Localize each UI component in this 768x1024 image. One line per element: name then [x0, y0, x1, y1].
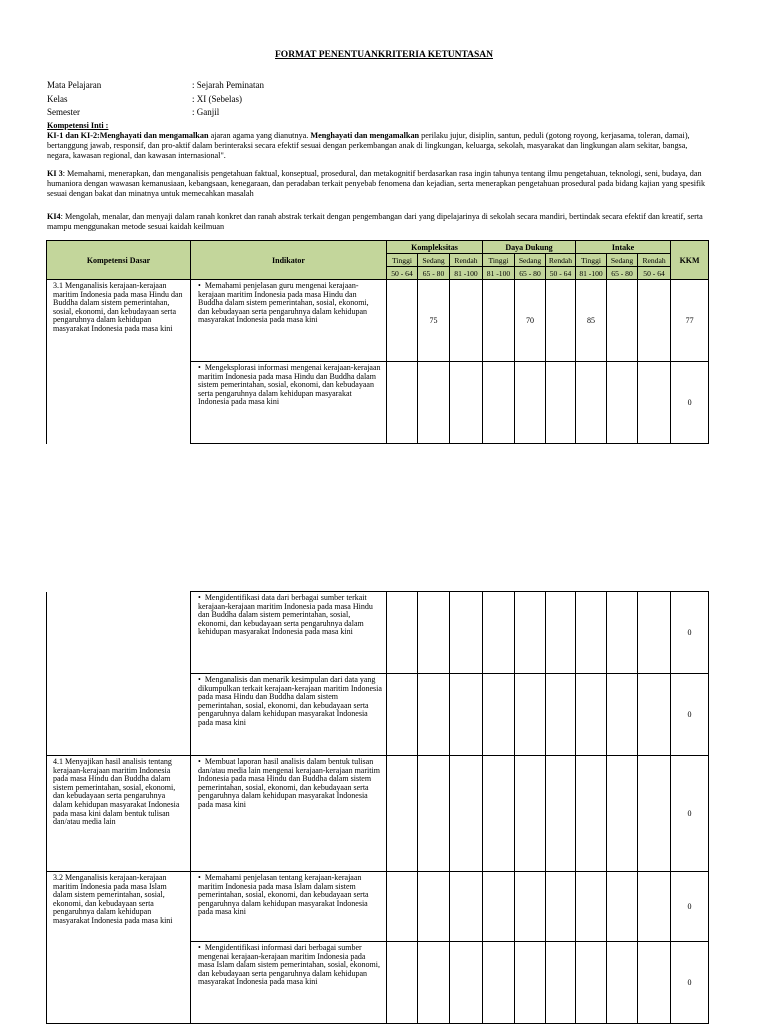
table-row	[47, 674, 709, 756]
header-range: 50 - 64	[546, 267, 576, 280]
kd-cell: 3.1 Menganalisis kerajaan-kerajaan maritim Indonesia pada masa Hindu dan Buddha dalam sistem pemerintahan, sosial, ekonomi, dan kebudayaan serta pengaruhnya dalam kehidupan masyarakat Indonesia pada masa kini	[47, 280, 191, 362]
score-cell	[638, 362, 671, 444]
meta-value: : Ganjil	[192, 107, 220, 117]
header-range: 50 - 64	[387, 267, 418, 280]
score-cell	[607, 280, 638, 362]
header-kompetensi-dasar: Kompetensi Dasar	[47, 241, 191, 280]
ki12-text-1: ajaran agama yang dianutnya.	[208, 131, 311, 140]
indikator-text: Memahami penjelasan guru mengenai kerajaan-kerajaan maritim Indonesia pada masa Hindu dan Buddha dalam sistem pemerintahan, sosial, ekonomi, dan kebudayaan serta pengaruhnya dalam kehidupan masyarakat Indonesia pada masa kini	[198, 281, 369, 325]
score-cell	[576, 362, 607, 444]
indikator-cell: • Memahami penjelasan tentang kerajaan-kerajaan maritim Indonesia pada masa Islam dalam sistem pemerintahan, sosial, ekonomi, dan kebudayaan serta pengaruhnya dalam kehidupan masyarakat Indonesia pada masa kini	[191, 872, 387, 942]
indikator-text: Menganalisis dan menarik kesimpulan dari data yang dikumpulkan terkait kerajaan-kerajaan maritim Indonesia pada masa Hindu dan Buddha dalam sistem pemerintahan, sosial, ekonomi, dan kebudayaan serta pengaruhnya dalam kehidupan masyarakat Indonesia pada masa kini	[198, 675, 382, 727]
ki12-bold-1: Menghayati dan mengamalkan	[99, 131, 209, 140]
kkm-value: 0	[671, 592, 709, 674]
ki12-paragraph	[47, 131, 707, 161]
indikator-text: Membuat laporan hasil analisis dalam bentuk tulisan dan/atau media lain mengenai kerajaan-kerajaan maritim Indonesia pada masa Hindu dan Buddha dalam sistem pemerintahan, sosial, ekonomi, dan kebudayaan serta pengaruhnya dalam kehidupan masyarakat Indonesia pada masa kini	[198, 757, 380, 809]
ki-heading	[47, 121, 707, 131]
header-sub: Rendah	[638, 254, 671, 267]
header-sub: Sedang	[607, 254, 638, 267]
kd-cell	[47, 674, 191, 756]
score-cell	[450, 280, 483, 362]
header-sub: Rendah	[546, 254, 576, 267]
kd-cell	[47, 592, 191, 674]
score-cell	[607, 362, 638, 444]
header-sub: Tinggi	[483, 254, 515, 267]
header-range: 81 -100	[450, 267, 483, 280]
kkm-value: 0	[671, 674, 709, 756]
table-row	[47, 362, 709, 444]
score-cell: 75	[418, 280, 450, 362]
header-range: 81 -100	[576, 267, 607, 280]
header-sub: Sedang	[418, 254, 450, 267]
header-kompleksitas: Kompleksitas	[387, 241, 483, 254]
header-daya-dukung: Daya Dukung	[483, 241, 576, 254]
ki3-label: KI 3	[47, 169, 63, 178]
ki12-bold-2: Menghayati dan mengamalkan	[310, 131, 420, 140]
kkm-value: 0	[671, 756, 709, 872]
score-cell	[546, 362, 576, 444]
ki12-label: KI-1 dan KI-2:	[47, 131, 100, 140]
meta-value: : Sejarah Peminatan	[192, 80, 264, 90]
header-intake: Intake	[576, 241, 671, 254]
meta-label: Mata Pelajaran	[47, 80, 102, 90]
score-cell	[450, 362, 483, 444]
header-range: 81 -100	[483, 267, 515, 280]
score-cell	[546, 280, 576, 362]
score-cell	[387, 280, 418, 362]
header-range: 65 - 80	[515, 267, 546, 280]
kkm-value: 0	[671, 362, 709, 444]
meta-value: : XI (Sebelas)	[192, 94, 242, 104]
meta-semester	[47, 107, 219, 117]
document-title: FORMAT PENENTUANKRITERIA KETUNTASAN	[275, 50, 493, 60]
indikator-text: Mengeksplorasi informasi mengenai kerajaan-kerajaan maritim Indonesia pada masa Hindu dan Buddha dalam sistem pemerintahan, sosial, ekonomi, dan kebudayaan serta pengaruhnya dalam kehidupan masyarakat Indonesia pada masa kini	[198, 363, 381, 407]
score-cell	[483, 362, 515, 444]
indikator-text: Mengidentifikasi data dari berbagai sumber terkait kerajaan-kerajaan maritim Indonesia pada masa Hindu dan Buddha dalam sistem pemerintahan, sosial, ekonomi, dan kebudayaan serta pengaruhnya dalam kehidupan masyarakat Indonesia pada masa kini	[198, 593, 373, 637]
header-range: 50 - 64	[638, 267, 671, 280]
score-cell	[483, 280, 515, 362]
header-range: 65 - 80	[418, 267, 450, 280]
ki4-paragraph	[47, 212, 707, 232]
ki3-text: : Memahami, menerapkan, dan menganalisis pengetahuan faktual, konseptual, prosedural, dan metakognitif berdasarkan rasa ingin tahunya tentang ilmu pengetahuan, teknologi, seni, budaya, dan humaniora dengan wawasan kemanusiaan, kebangsaan, kenegaraan, dan peradaban terkait penyebab fenomena dan kejadian, serta menerapkan pengetahuan prosedural pada bidang kajian yang spesifik sesuai dengan bakat dan minatnya untuk memecahkan masalah	[47, 169, 706, 198]
header-sub: Sedang	[515, 254, 546, 267]
indikator-cell: • Membuat laporan hasil analisis dalam bentuk tulisan dan/atau media lain mengenai kerajaan-kerajaan maritim Indonesia pada masa Hindu dan Buddha dalam sistem pemerintahan, sosial, ekonomi, dan kebudayaan serta pengaruhnya dalam kehidupan masyarakat Indonesia pada masa kini	[191, 756, 387, 872]
ki12-text-2: perilaku jujur, disiplin, santun, peduli (gotong royong, kerjasama, toleran, damai), bertanggung jawab, responsif, dan pro-aktif dalam berinteraksi secara efektif sesuai dengan perkembangan anak di lingkungan, keluarga, sekolah, masyarakat dan lingkungan alam sekitar, bangsa, negara, kawasan regional, dan kawasan internasional".	[47, 131, 690, 160]
indikator-cell: • Mengeksplorasi informasi mengenai kerajaan-kerajaan maritim Indonesia pada masa Hindu dan Buddha dalam sistem pemerintahan, sosial, ekonomi, dan kebudayaan serta pengaruhnya dalam kehidupan masyarakat Indonesia pada masa kini	[191, 362, 387, 444]
kd-cell	[47, 362, 191, 444]
kkm-value: 77	[671, 280, 709, 362]
score-cell	[418, 362, 450, 444]
score-cell	[638, 280, 671, 362]
score-cell: 70	[515, 280, 546, 362]
meta-label: Semester	[47, 107, 80, 117]
table-row	[47, 592, 709, 674]
table-row	[47, 872, 709, 942]
header-kkm: KKM	[671, 241, 709, 280]
ki4-text: : Mengolah, menalar, dan menyaji dalam ranah konkret dan ranah abstrak terkait dengan pengembangan dari yang dipelajarinya di sekolah secara mandiri, bertindak secara efektif dan kreatif, serta mampu menggunakan metode sesuai kaidah keilmuan	[47, 212, 703, 231]
kd-cell: 4.1 Menyajikan hasil analisis tentang kerajaan-kerajaan maritim Indonesia pada masa Hindu dan Buddha dalam sistem pemerintahan, sosial, ekonomi, dan kebudayaan serta pengaruhnya dalam kehidupan masyarakat Indonesia pada masa kini dalam bentuk tulisan dan/atau media lain	[47, 756, 191, 872]
kkm-value: 0	[671, 942, 709, 1024]
kkm-table-page-2	[46, 591, 709, 1024]
table-row	[47, 756, 709, 872]
score-cell	[387, 362, 418, 444]
indikator-cell: • Memahami penjelasan guru mengenai kerajaan-kerajaan maritim Indonesia pada masa Hindu dan Buddha dalam sistem pemerintahan, sosial, ekonomi, dan kebudayaan serta pengaruhnya dalam kehidupan masyarakat Indonesia pada masa kini	[191, 280, 387, 362]
kd-cell	[47, 942, 191, 1024]
meta-mata-pelajaran	[47, 80, 264, 90]
header-sub: Tinggi	[387, 254, 418, 267]
table-row	[47, 942, 709, 1024]
indikator-cell: • Mengidentifikasi informasi dari berbagai sumber mengenai kerajaan-kerajaan maritim Indonesia pada masa Islam dalam sistem pemerintahan, sosial, ekonomi, dan kebudayaan serta pengaruhnya dalam kehidupan masyarakat Indonesia pada masa kini	[191, 942, 387, 1024]
ki4-label: KI4	[47, 212, 61, 221]
indikator-text: Memahami penjelasan tentang kerajaan-kerajaan maritim Indonesia pada masa Islam dalam sistem pemerintahan, sosial, ekonomi, dan kebudayaan serta pengaruhnya dalam kehidupan masyarakat Indonesia pada masa kini	[198, 873, 369, 917]
kd-cell: 3.2 Menganalisis kerajaan-kerajaan maritim Indonesia pada masa Islam dalam sistem pemerintahan, sosial, ekonomi, dan kebudayaan serta pengaruhnya dalam kehidupan masyarakat Indonesia pada masa kini	[47, 872, 191, 942]
indikator-text: Mengidentifikasi informasi dari berbagai sumber mengenai kerajaan-kerajaan maritim Indonesia pada masa Islam dalam sistem pemerintahan, sosial, ekonomi, dan kebudayaan serta pengaruhnya dalam kehidupan masyarakat Indonesia pada masa kini	[198, 943, 380, 987]
meta-kelas	[47, 94, 242, 104]
meta-label: Kelas	[47, 94, 68, 104]
ki3-paragraph	[47, 169, 707, 199]
kkm-value: 0	[671, 872, 709, 942]
indikator-cell: • Menganalisis dan menarik kesimpulan dari data yang dikumpulkan terkait kerajaan-kerajaan maritim Indonesia pada masa Hindu dan Buddha dalam sistem pemerintahan, sosial, ekonomi, dan kebudayaan serta pengaruhnya dalam kehidupan masyarakat Indonesia pada masa kini	[191, 674, 387, 756]
header-sub: Rendah	[450, 254, 483, 267]
ki-heading-text: Kompetensi Inti :	[47, 121, 109, 130]
header-range: 65 - 80	[607, 267, 638, 280]
score-cell: 85	[576, 280, 607, 362]
header-indikator: Indikator	[191, 241, 387, 280]
kkm-table-page-1	[46, 240, 709, 444]
header-sub: Tinggi	[576, 254, 607, 267]
table-row	[47, 280, 709, 362]
score-cell	[515, 362, 546, 444]
indikator-cell: • Mengidentifikasi data dari berbagai sumber terkait kerajaan-kerajaan maritim Indonesia pada masa Hindu dan Buddha dalam sistem pemerintahan, sosial, ekonomi, dan kebudayaan serta pengaruhnya dalam kehidupan masyarakat Indonesia pada masa kini	[191, 592, 387, 674]
